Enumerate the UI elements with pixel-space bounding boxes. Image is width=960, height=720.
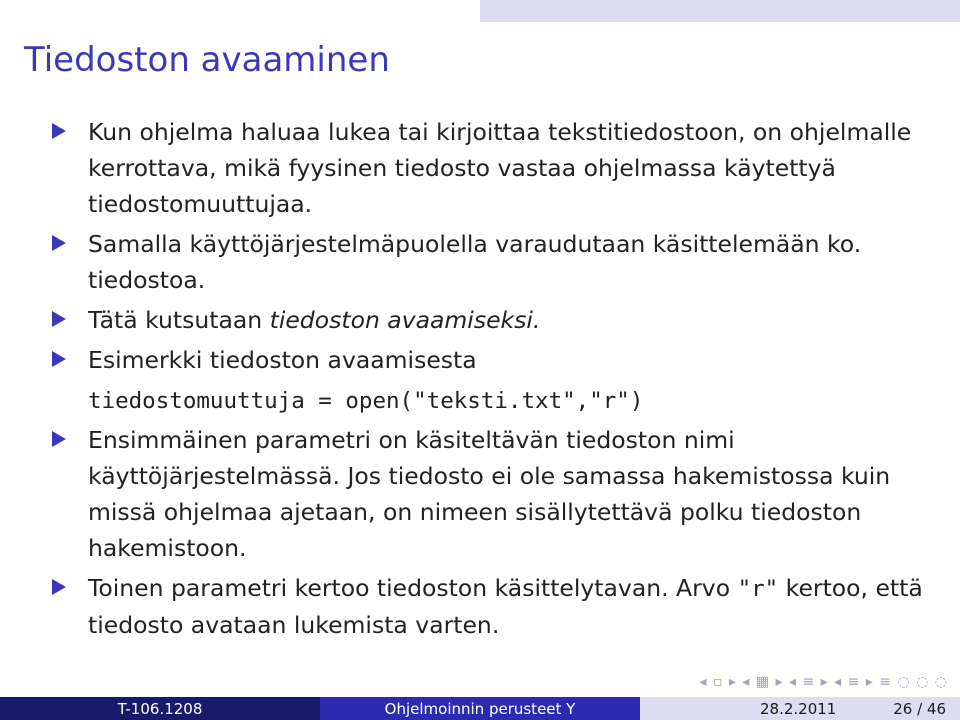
bullet-item [52,302,932,338]
bullet-text: Ensimmäinen parametri on käsiteltävän tiedoston nimi käyttöjärjestelmässä. Jos tiedosto ei ole samassa hakemistossa kuin missä ohjelmaa ajetaan, on nimeen sisällytettävä polku tiedoston hakemistoon. [88,426,891,562]
bullet-text: Kun ohjelma haluaa lukea tai kirjoittaa tekstitiedostoon, on ohjelmalle kerrottava, mikä fyysinen tiedosto vastaa ohjelmassa käytettyä tiedostomuuttujaa. [88,118,912,218]
footer-course-text: T-106.1208 [117,699,203,718]
slide-title: Tiedoston avaaminen [24,40,390,80]
emphasized-term: tiedoston avaamiseksi. [269,306,541,334]
footer-page: 26 / 46 [893,699,946,718]
bullet-item [52,114,932,222]
bullet-text: Tätä kutsutaan [88,306,270,334]
bullet-item [52,342,932,378]
bullet-text: Esimerkki tiedoston avaamisesta [88,346,477,374]
navigation-icons[interactable]: ◂ ▫ ▸ ◂ ▦ ▸ ◂ ≡ ▸ ◂ ≡ ▸ ≡ ◌ ◌ ◌ [699,674,948,690]
code-example-text: tiedostomuuttuja = open("teksti.txt","r") [88,388,644,414]
bullet-text: Toinen parametri kertoo tiedoston käsittelytavan. Arvo [88,574,738,602]
inline-code: "r" [737,576,779,602]
triangle-bullet-icon [52,579,66,595]
bullet-item [52,226,932,298]
triangle-bullet-icon [52,123,66,139]
code-example [52,380,932,422]
footer-date: 28.2.2011 [760,699,837,718]
triangle-bullet-icon [52,431,66,447]
header-bar [0,0,960,22]
bullet-text-suffix: kertoo, että tiedosto avataan lukemista varten. [88,574,923,639]
slide-content [52,114,932,645]
header-bar-right [480,0,960,22]
triangle-bullet-icon [52,311,66,327]
footer-course [0,697,320,720]
header-bar-left [0,0,480,22]
triangle-bullet-icon [52,351,66,367]
footer-info [640,697,960,720]
bullet-item [52,570,932,643]
bullet-text: Samalla käyttöjärjestelmäpuolella varaudutaan käsittelemään ko. tiedostoa. [88,230,862,294]
footer-title [320,697,640,720]
triangle-bullet-icon [52,235,66,251]
footer-bar [0,697,960,720]
footer-title-text: Ohjelmoinnin perusteet Y [384,699,576,718]
bullet-item [52,422,932,566]
